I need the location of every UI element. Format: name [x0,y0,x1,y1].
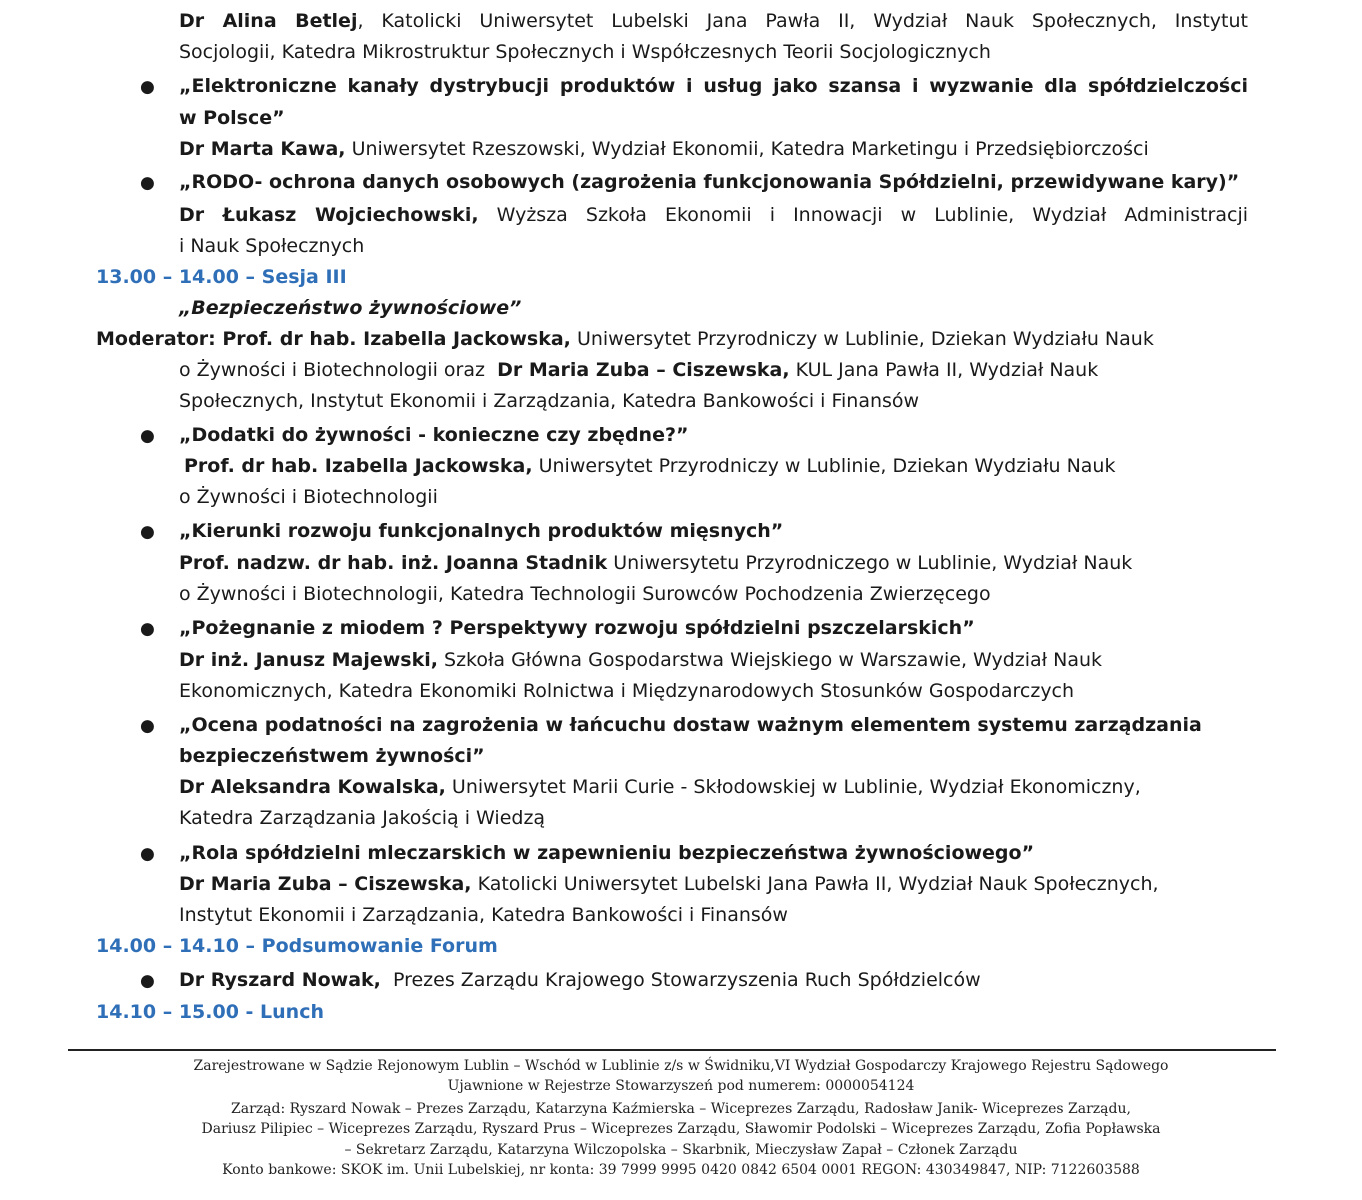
session-subtitle: „Bezpieczeństwo żywnościowe” [179,297,522,319]
speaker-affiliation: Katolicki Uniwersytet Lubelski Jana Pawła II, Wydział Nauk Społecznych, [477,873,1159,895]
speaker-affiliation-cont: o Żywności i Biotechnologii [179,486,438,508]
speaker-affiliation: Uniwersytetu Przyrodniczego w Lublinie, Wydział Nauk [613,552,1133,574]
session-time: 13.00 – 14.00 – Sesja III [96,266,347,288]
speaker-line [179,645,1102,676]
talk-title: „Kierunki rozwoju funkcjonalnych produktów mięsnych” [179,520,784,542]
footer-line: Konto bankowe: SKOK im. Unii Lubelskiej, nr konta: 39 7999 9995 0420 0842 6504 0001 REGON: 430349847, NIP: 7122603588 [222,1162,1140,1178]
speaker-line [179,134,1149,165]
speaker-affiliation: Prezes Zarządu Krajowego Stowarzyszenia Ruch Spółdzielców [392,969,981,991]
speaker-affiliation: Wyższa Szkoła Ekonomii i Innowacji w Lublinie, Wydział Administracji [496,204,1249,226]
speaker-line [179,772,1141,803]
talk-title: „Rola spółdzielni mleczarskich w zapewnieniu bezpieczeństwa żywnościowego” [179,842,1035,864]
bullet-icon: ● [140,426,155,446]
speaker-line [179,965,981,996]
footer-line: Ujawnione w Rejestrze Stowarzyszeń pod numerem: 0000054124 [447,1078,915,1094]
talk-title: „Pożegnanie z miodem ? Perspektywy rozwoju spółdzielni pszczelarskich” [179,617,975,639]
moderator-affiliation: Uniwersytet Przyrodniczy w Lublinie, Dziekan Wydziału Nauk [576,328,1154,350]
lunch-time: 14.10 – 15.00 - Lunch [96,1001,324,1023]
talk-title: „Elektroniczne kanały dystrybucji produktów i usług jako szansa i wyzwanie dla spółdzielczości [179,75,1248,97]
footer-line: Dariusz Pilipiec – Wiceprezes Zarządu, Ryszard Prus – Wiceprezes Zarządu, Sławomir Podolski – Wiceprezes Zarządu, Zofia Popławska [201,1121,1161,1137]
bullet-icon: ● [140,971,155,991]
speaker-line: Dr Alina Betlej, Katolicki Uniwersytet Lubelski Jana Pawła II, Wydział Nauk Społecznych, Instytut [179,10,1248,32]
footer-line: Zarejestrowane w Sądzie Rejonowym Lublin – Wschód w Lublinie z/s w Świdniku,VI Wydział Gospodarczy Krajowego Rejestru Sądowego [193,1058,1169,1074]
moderator-affiliation: KUL Jana Pawła II, Wydział Nauk [795,359,1099,381]
summary-time: 14.00 – 14.10 – Podsumowanie Forum [96,935,498,957]
speaker-name: Dr Łukasz Wojciechowski, [179,204,479,226]
speaker-name: Dr Ryszard Nowak, [179,969,381,991]
moderator-line [96,324,1154,355]
speaker-affiliation-cont: Katedra Zarządzania Jakością i Wiedzą [179,807,546,829]
speaker-affiliation-cont: Instytut Ekonomii i Zarządzania, Katedra Bankowości i Finansów [179,904,788,926]
footer-line: – Sekretarz Zarządu, Katarzyna Wilczopolska – Skarbnik, Mieczysław Zapał – Członek Zarządu [344,1142,1018,1158]
moderator-affiliation: o Żywności i Biotechnologii oraz [179,359,485,381]
speaker-name: Prof. nadzw. dr hab. inż. Joanna Stadnik [179,552,608,574]
speaker-affiliation: Szkoła Główna Gospodarstwa Wiejskiego w Warszawie, Wydział Nauk [444,649,1103,671]
footer-line: Zarząd: Ryszard Nowak – Prezes Zarządu, Katarzyna Kaźmierska – Wiceprezes Zarządu, Radosław Janik- Wiceprezes Zarządu, [231,1101,1131,1117]
talk-title-cont: bezpieczeństwem żywności” [179,745,485,767]
speaker-affiliation: Katolicki Uniwersytet Lubelski Jana Pawła II, Wydział Nauk Społecznych, Instytut [381,10,1248,32]
moderator-name: Dr Maria Zuba – Ciszewska, [497,359,790,381]
moderator-label: Moderator: Prof. dr hab. Izabella Jackowska, [96,328,571,350]
speaker-line [179,200,1248,231]
speaker-affiliation: Uniwersytet Rzeszowski, Wydział Ekonomii, Katedra Marketingu i Przedsiębiorczości [351,138,1149,160]
bullet-icon: ● [140,844,155,864]
talk-title: „Ocena podatności na zagrożenia w łańcuchu dostaw ważnym elementem systemu zarządzania [179,714,1202,736]
bullet-icon: ● [140,716,155,736]
speaker-affiliation-cont: Socjologii, Katedra Mikrostruktur Społecznych i Współczesnych Teorii Socjologicznych [179,41,991,63]
talk-title-cont: w Polsce” [179,107,285,129]
footer-divider [68,1049,1276,1051]
speaker-name: Dr Marta Kawa, [179,138,346,160]
speaker-line [184,451,1115,482]
bullet-icon: ● [140,619,155,639]
speaker-affiliation-cont: Ekonomicznych, Katedra Ekonomiki Rolnictwa i Międzynarodowych Stosunków Gospodarczych [179,680,1075,702]
speaker-name: Prof. dr hab. Izabella Jackowska, [184,455,533,477]
talk-title: „RODO- ochrona danych osobowych (zagrożenia funkcjonowania Spółdzielni, przewidywane kary)” [179,171,1240,193]
talk-title: „Dodatki do żywności - konieczne czy zbędne?” [179,424,689,446]
speaker-line [179,869,1159,900]
bullet-icon: ● [140,77,155,97]
speaker-affiliation-cont: i Nauk Społecznych [179,235,365,257]
bullet-icon: ● [140,173,155,193]
speaker-line [179,548,1132,579]
speaker-name: Dr Alina Betlej [179,10,358,32]
speaker-name: Dr Aleksandra Kowalska, [179,776,446,798]
bullet-icon: ● [140,522,155,542]
moderator-line-3: Społecznych, Instytut Ekonomii i Zarządzania, Katedra Bankowości i Finansów [179,390,920,412]
speaker-affiliation: Uniwersytet Marii Curie - Skłodowskiej w Lublinie, Wydział Ekonomiczny, [451,776,1141,798]
speaker-name: Dr Maria Zuba – Ciszewska, [179,873,472,895]
speaker-affiliation: Uniwersytet Przyrodniczy w Lublinie, Dziekan Wydziału Nauk [538,455,1116,477]
speaker-name: Dr inż. Janusz Majewski, [179,649,438,671]
moderator-line-2 [179,355,1098,386]
speaker-affiliation-cont: o Żywności i Biotechnologii, Katedra Technologii Surowców Pochodzenia Zwierzęcego [179,583,991,605]
